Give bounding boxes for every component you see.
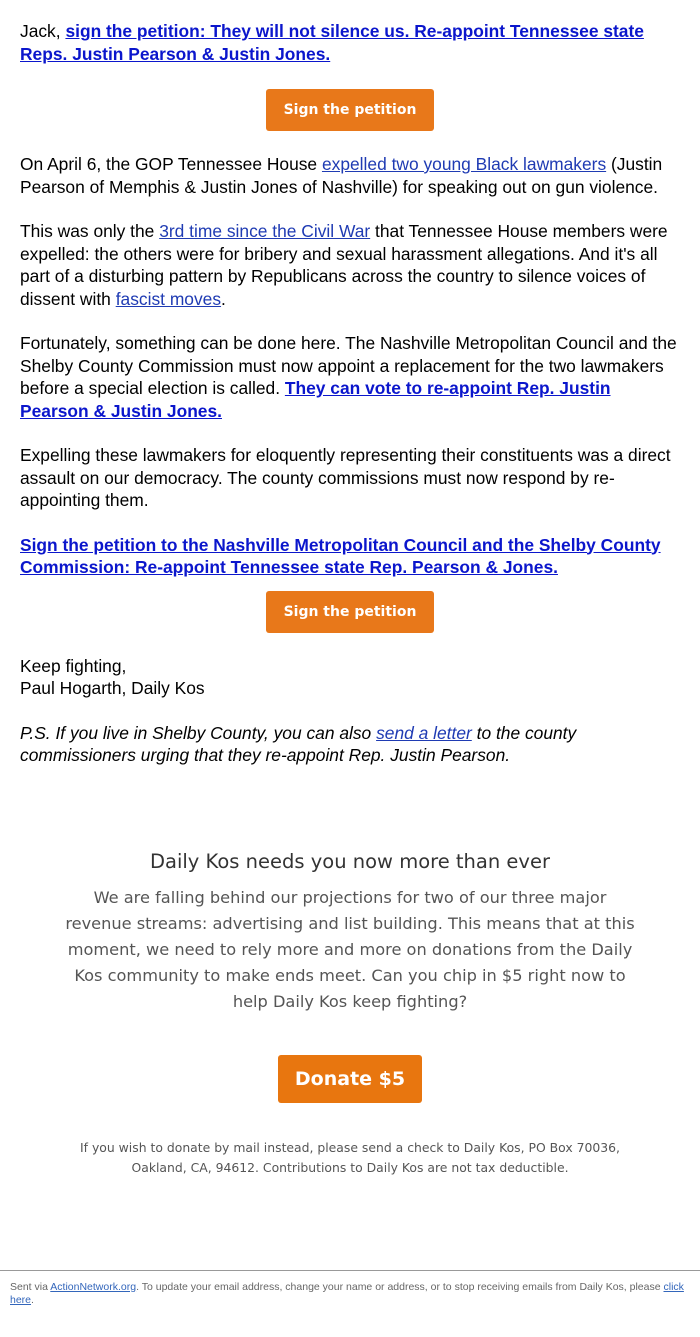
civil-war-link[interactable]: 3rd time since the Civil War — [159, 221, 371, 241]
signoff-line1: Keep fighting, — [20, 655, 127, 676]
donate-button[interactable]: Donate $5 — [278, 1055, 422, 1103]
petition-paragraph — [20, 534, 680, 579]
fundraise-body: We are falling behind our projections for two of our three major revenue streams: advertising and list building. This means that at this moment, we need to rely more and more on donations from the Daily Kos community to make ends meet. Can you chip in $5 right now to help Daily Kos keep fighting? — [65, 888, 635, 1011]
intro-paragraph — [20, 20, 680, 65]
expulsion-paragraph: On April 6, the GOP Tennessee House expelled two young Black lawmakers (Justin Pearson of Memphis & Justin Jones of Nashville) for speaking out on gun violence. — [20, 154, 663, 197]
unsubscribe-link[interactable]: click here — [10, 1281, 684, 1306]
signoff — [20, 655, 680, 700]
expelled-link[interactable]: expelled two young Black lawmakers — [321, 154, 607, 174]
history-paragraph: This was only the 3rd time since the Civil War that Tennessee House members were expelled: the others were for bribery and sexual harassment allegations. And it's all part of a disturbing pattern by Republicans across the country to silence voices of dissent with fascist moves. — [20, 221, 668, 309]
footer: Sent via ActionNetwork.org. To update your email address, change your name or address, or to stop receiving emails from Daily Kos, please click here. — [10, 1281, 684, 1306]
signoff-line2: Paul Hogarth, Daily Kos — [20, 678, 205, 698]
ps-paragraph: P.S. If you live in Shelby County, you can also send a letter to the county commissioners urging that they re-appoint Rep. Justin Pearson. — [20, 722, 577, 765]
sign-button-row-bottom — [20, 591, 680, 633]
sign-petition-button-bottom[interactable]: Sign the petition — [266, 591, 434, 633]
fascist-moves-link[interactable]: fascist moves — [115, 288, 222, 309]
actionnetwork-link[interactable]: ActionNetwork.org — [50, 1281, 137, 1293]
fundraise-title: Daily Kos needs you now more than ever — [150, 850, 550, 873]
email-body — [20, 20, 680, 767]
intro-petition-link[interactable]: sign the petition: They will not silence us. Re-appoint Tennessee state Reps. Justin Pearson & Justin Jones. — [20, 21, 644, 64]
reappoint-paragraph: Fortunately, something can be done here. The Nashville Metropolitan Council and the Shelby County Commission must now appoint a replacement for the two lawmakers before a special election is called. They can vote to re-appoint Rep. Justin Pearson & Justin Jones. — [20, 333, 677, 421]
sign-petition-button-top[interactable]: Sign the petition — [266, 89, 434, 131]
greeting: Jack, — [20, 21, 61, 41]
mail-donation-note: If you wish to donate by mail instead, please send a check to Daily Kos, PO Box 70036, Oakland, CA, 94612. Contributions to Daily Kos are not tax deductible. — [80, 1140, 620, 1175]
petition-link[interactable]: Sign the petition to the Nashville Metropolitan Council and the Shelby County Commission: Re-appoint Tennessee state Rep. Pearson & Jones. — [20, 534, 661, 577]
send-letter-link[interactable]: send a letter — [376, 722, 472, 743]
sign-button-row-top — [20, 89, 680, 131]
footer-divider — [0, 1270, 700, 1271]
reappoint-link[interactable]: They can vote to re-appoint Rep. Justin Pearson & Justin Jones. — [20, 378, 611, 421]
assault-paragraph: Expelling these lawmakers for eloquently representing their constituents was a direct assault on our democracy. The county commissions must now respond by re-appointing them. — [20, 445, 671, 510]
